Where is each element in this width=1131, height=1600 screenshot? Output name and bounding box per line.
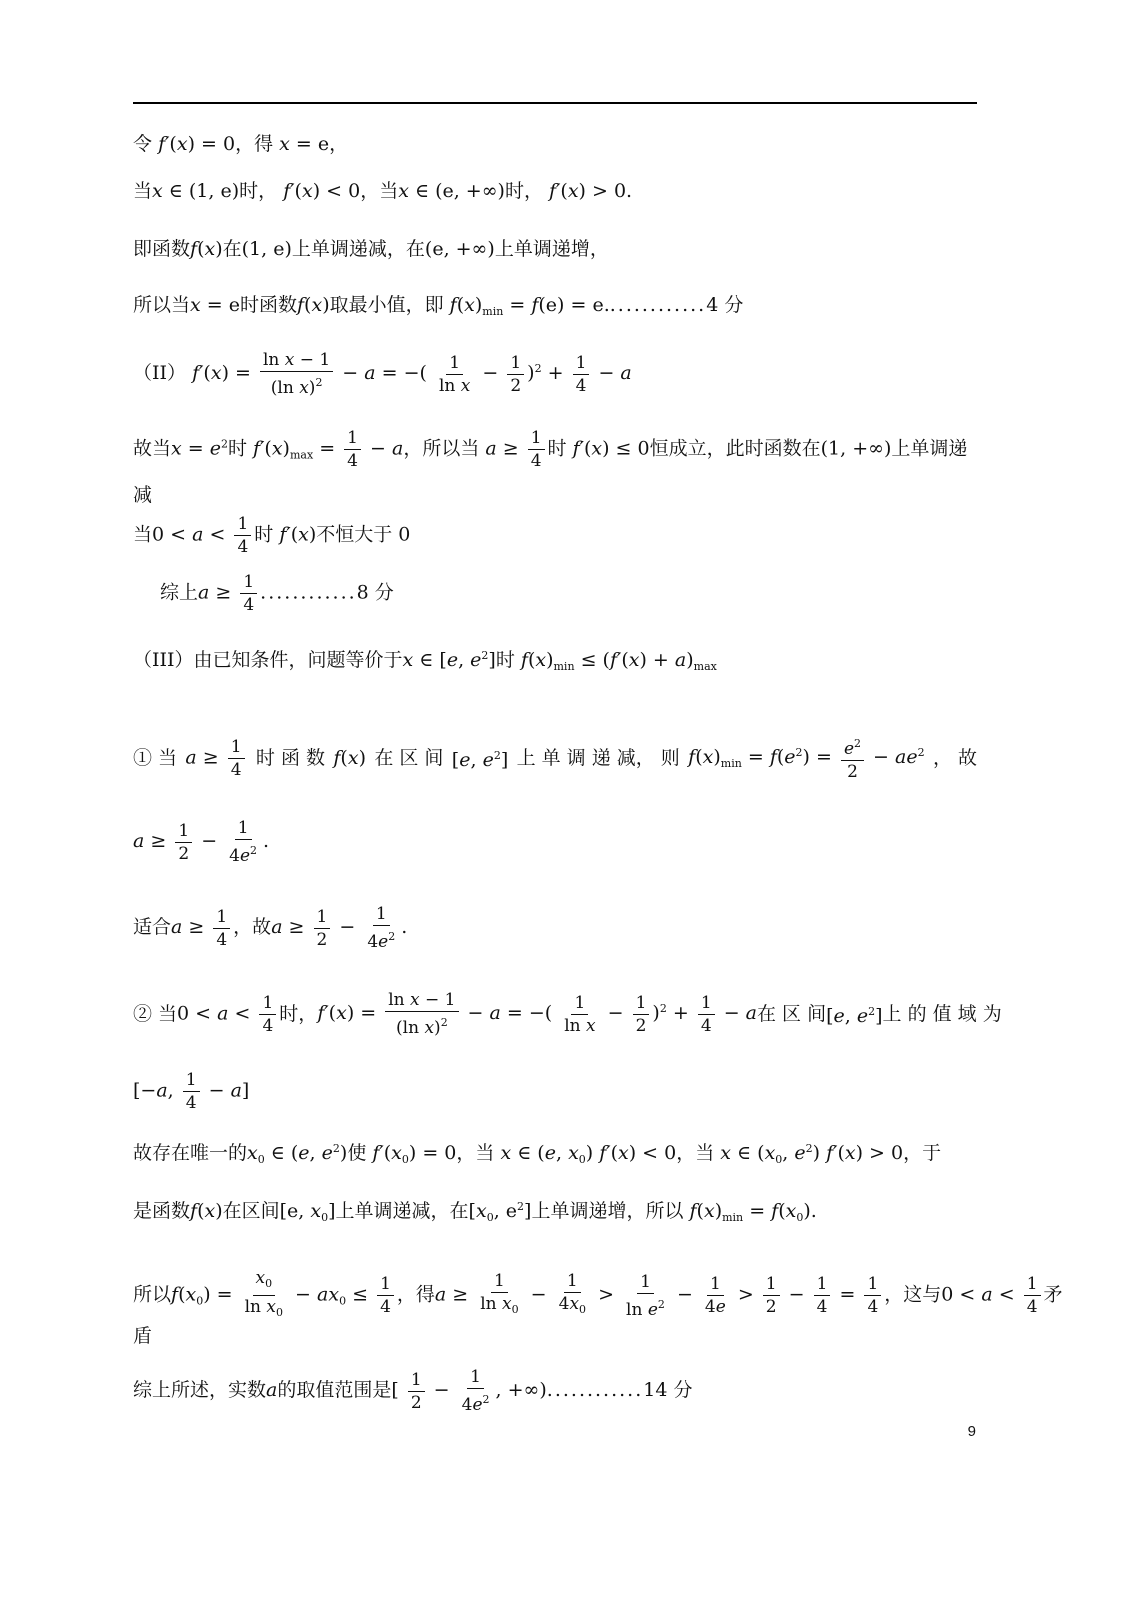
text: 时， [279,1003,318,1025]
text: ，当 [676,1142,715,1164]
text: 时 [227,437,247,460]
text: 时 [547,437,567,460]
text: ，所以当 [403,437,480,460]
text: 不恒大于 0 [316,523,411,546]
line-16: 故存在唯一的$x_0$ ∈ (e, $e^2$)使 $f'(x_0) = 0$，当 x ∈ (e, $x_0$) f′(x) < 0，当 x ∈ ($x_0$, $e^2$) f′(x) > 0，于 [133,1142,942,1166]
text: 时 函 数 [255,747,326,769]
line-3: 即函数f(x)在(1, e)上单调递减，在(e, +∞)上单调递增， [133,238,609,260]
text: 综上所述，实数 [133,1379,267,1401]
text: 时， [504,180,543,202]
text: ，故 [233,916,272,938]
line-15: [−a, $\frac{1}{4}$ − a] [133,1070,250,1113]
text: 的取值范围是 [277,1379,392,1401]
text: 适合 [133,916,172,938]
text: ，得 [235,133,274,155]
text: 上单调递 [891,437,968,460]
text: 故存在唯一的 [133,1142,248,1164]
line-1: 令 f′(x) = 0，得 x = e， [133,133,349,155]
line-13: 适合a ≥ $\frac{1}{4}$ ，故a ≥ $\frac{1}{2}$ − $\frac{1}{4e^2}$ . [133,904,408,952]
text: 上单调递减，在 [291,238,425,260]
line-11: ① 当 a ≥ $\frac{1}{4}$ 时 函 数 f(x) 在 区 间 [e, $e^2$] 上 单 调 递 减， 则 $f(x)_{min} = f(e^2)$ = $\frac{e^2}{2}$ − $ae^2$ ， 故 [133,734,977,782]
line-19 [133,1325,152,1347]
score: 4 分 [706,294,744,316]
line-8: 当0 < a < $\frac{1}{4}$ 时 f′(x)不恒大于 0 [133,514,411,557]
line-9: 综上a ≥ $\frac{1}{4}$ ............8 分 [160,572,394,615]
line-12: a ≥ $\frac{1}{2}$ − $\frac{1}{4e^2}$ . [133,818,270,866]
text: 上单调递减，在 [335,1200,469,1222]
line-18: 所以$f(x_0)$ = $\frac{x_0}{\ln x_0}$ − $ax_0$ ≤ $\frac{1}{4}$ ，得a ≥ $\frac{1}{\ln x_0}$ − $\frac{1}{4x_0}$ > $\frac{1}{\ln e^2}$ − $\frac{1}{4e}$ > $\frac{1}{2}$ − $\frac{1}{4}$ = $\frac{1}{4}$ ，这与0 < a < $\frac{1}{4}$ 矛 [133,1268,1063,1320]
text: . [810,1200,817,1222]
text: 即函数 [133,238,191,260]
text: 当 [133,180,153,202]
line-4: 所以当x = e时函数f(x)取最小值，即 $f(x)_{min} = f(e) = e.............4$ 分 [133,294,744,318]
text: 使 [347,1142,367,1164]
text: ，当 [360,180,399,202]
text: （III）由已知条件，问题等价于 [133,649,403,671]
text: ， 故 [932,747,977,769]
line-17: 是函数f(x)在区间[e, $x_0$]上单调递减，在[$x_0$, $e^2$]上单调递增，所以 $f(x)_{min} = f(x_0)$. [133,1200,817,1224]
text: 上单调递增， [494,238,609,260]
text: ，于 [903,1142,942,1164]
page-number: 9 [967,1423,976,1440]
line-5: （II） f′(x) = $\frac{\text{ln x − 1}}{(\ln x)^2}$ − a = −( $\frac{1}{\text{ln x}}$ − $\frac{1}{2}$ )$^2$ + $\frac{1}{4}$ − a [133,350,632,398]
text: 盾 [133,1325,153,1347]
text: ① 当 [133,747,178,769]
line-20: 综上所述，实数a的取值范围是[ $\frac{1}{2}$ − $\frac{1}{4e^2}$ , +∞)............14 分 [133,1367,693,1415]
text: ，得 [396,1283,435,1306]
line-10: （III）由已知条件，问题等价于x ∈ [e, $e^2$]时 $f(x)_{min} \le (f'(x) + a)_{max}$ [133,649,717,673]
score: 14 分 [643,1379,693,1401]
text: 矛 [1043,1283,1063,1306]
part-label: （II） [133,362,187,384]
text: 在 区 间 [374,747,444,769]
text: 令 [133,133,153,155]
text: 上单调递增，所以 [531,1200,684,1222]
line-7 [133,484,152,506]
text: ② 当 [133,1003,178,1025]
line-6: 故当$x = e^2$时 $f'(x)_{max}$ = $\frac{1}{4}$ − a，所以当 a ≥ $\frac{1}{4}$ 时 f′(x) ≤ 0恒成立，此时函数在(1, +∞)上单调递 [133,428,968,471]
leader-dots: ............ [546,1379,644,1401]
text: 时 [254,523,274,546]
text: 在区间 [222,1200,280,1222]
text: ，这与 [884,1283,942,1306]
text: 当 [133,523,153,546]
text: 故当 [133,437,172,460]
text: 所以当 [133,294,191,316]
text: 所以 [133,1283,172,1306]
leader-dots: ............ [260,581,357,604]
header-rule [133,102,977,104]
text: 恒成立，此时函数在 [649,437,821,460]
text: 在 [222,238,242,260]
line-2: 当x ∈ (1, e)时， f′(x) < 0，当x ∈ (e, +∞)时， f′(x) > 0. [133,180,633,202]
line-14: ② 当 0 < a < $\frac{1}{4}$ 时， f′(x) = $\frac{\text{ln x − 1}}{(\ln x)^2}$ − a = −( $\frac{1}{\text{ln x}}$ − $\frac{1}{2}$ )$^2$ + $\frac{1}{4}$ − a 在 区 间 [e, $e^2$] 上 的 值 域 为 [133,990,1002,1038]
text: 取最小值，即 [329,294,444,316]
text: ，当 [456,1142,495,1164]
text: 时， [239,180,278,202]
text: ， [329,133,349,155]
text: 时函数 [239,294,297,316]
text: 减 [133,484,153,506]
text: 上 单 调 递 减， 则 [516,747,680,769]
text: 在 区 间 [757,1003,827,1025]
text: 时 [495,649,515,671]
text: 综上 [160,581,199,604]
text: 是函数 [133,1200,191,1222]
leader-dots: ............ [609,294,707,316]
text: 上 的 值 域 为 [882,1003,1002,1025]
score: 8 分 [356,581,394,604]
